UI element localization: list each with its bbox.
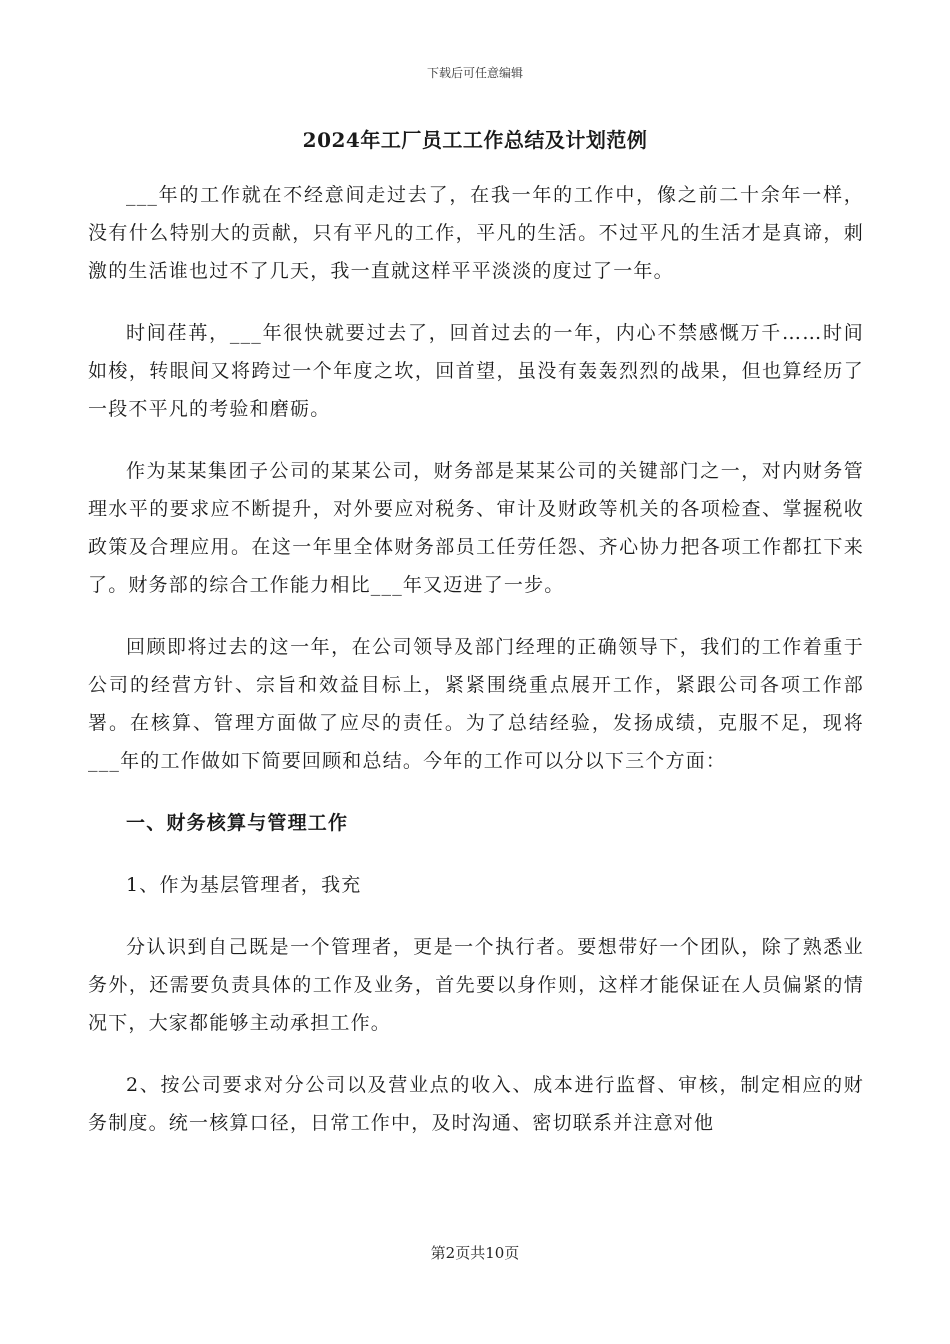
item-1-body: 分认识到自己既是一个管理者，更是一个执行者。要想带好一个团队，除了熟悉业务外，还需要负责具体的工作及业务，首先要以身作则，这样才能保证在人员偏紧的情况下，大家都能够主动承担工作。 [88,936,864,1034]
document-title: 2024年工厂员工工作总结及计划范例 [302,128,648,152]
paragraph-4: 回顾即将过去的这一年，在公司领导及部门经理的正确领导下，我们的工作着重于公司的经营方针、宗旨和效益目标上，紧紧围绕重点展开工作，紧跟公司各项工作部署。在核算、管理方面做了应尽的责任。为了总结经验，发扬成绩，克服不足，现将___年的工作做如下简要回顾和总结。今年的工作可以分以下三个方面： [88,636,864,772]
paragraph-3: 作为某某集团子公司的某某公司，财务部是某某公司的关键部门之一，对内财务管理水平的要求应不断提升，对外要应对税务、审计及财政等机关的各项检查、掌握税收政策及合理应用。在这一年里全体财务部员工任劳任怨、齐心协力把各项工作都扛下来了。财务部的综合工作能力相比___年又迈进了一步。 [88,460,864,596]
page-number: 第2页共10页 [430,1244,520,1262]
item-1-lead: 1、作为基层管理者，我充 [126,874,362,896]
document-body [88,176,864,1166]
section-heading: 一、财务核算与管理工作 [126,812,349,834]
page-header-note: 下载后可任意编辑 [426,66,523,80]
paragraph-2: 时间荏苒，___年很快就要过去了，回首过去的一年，内心不禁感慨万千……时间如梭，转眼间又将跨过一个年度之坎，回首望，虽没有轰轰烈烈的战果，但也算经历了一段不平凡的考验和磨砺。 [88,322,864,420]
item-2: 2、按公司要求对分公司以及营业点的收入、成本进行监督、审核，制定相应的财务制度。统一核算口径，日常工作中，及时沟通、密切联系并注意对他 [88,1074,864,1134]
paragraph-1: ___年的工作就在不经意间走过去了，在我一年的工作中，像之前二十余年一样，没有什么特别大的贡献，只有平凡的工作，平凡的生活。不过平凡的生活才是真谛，刺激的生活谁也过不了几天，我一直就这样平平淡淡的度过了一年。 [88,184,864,282]
